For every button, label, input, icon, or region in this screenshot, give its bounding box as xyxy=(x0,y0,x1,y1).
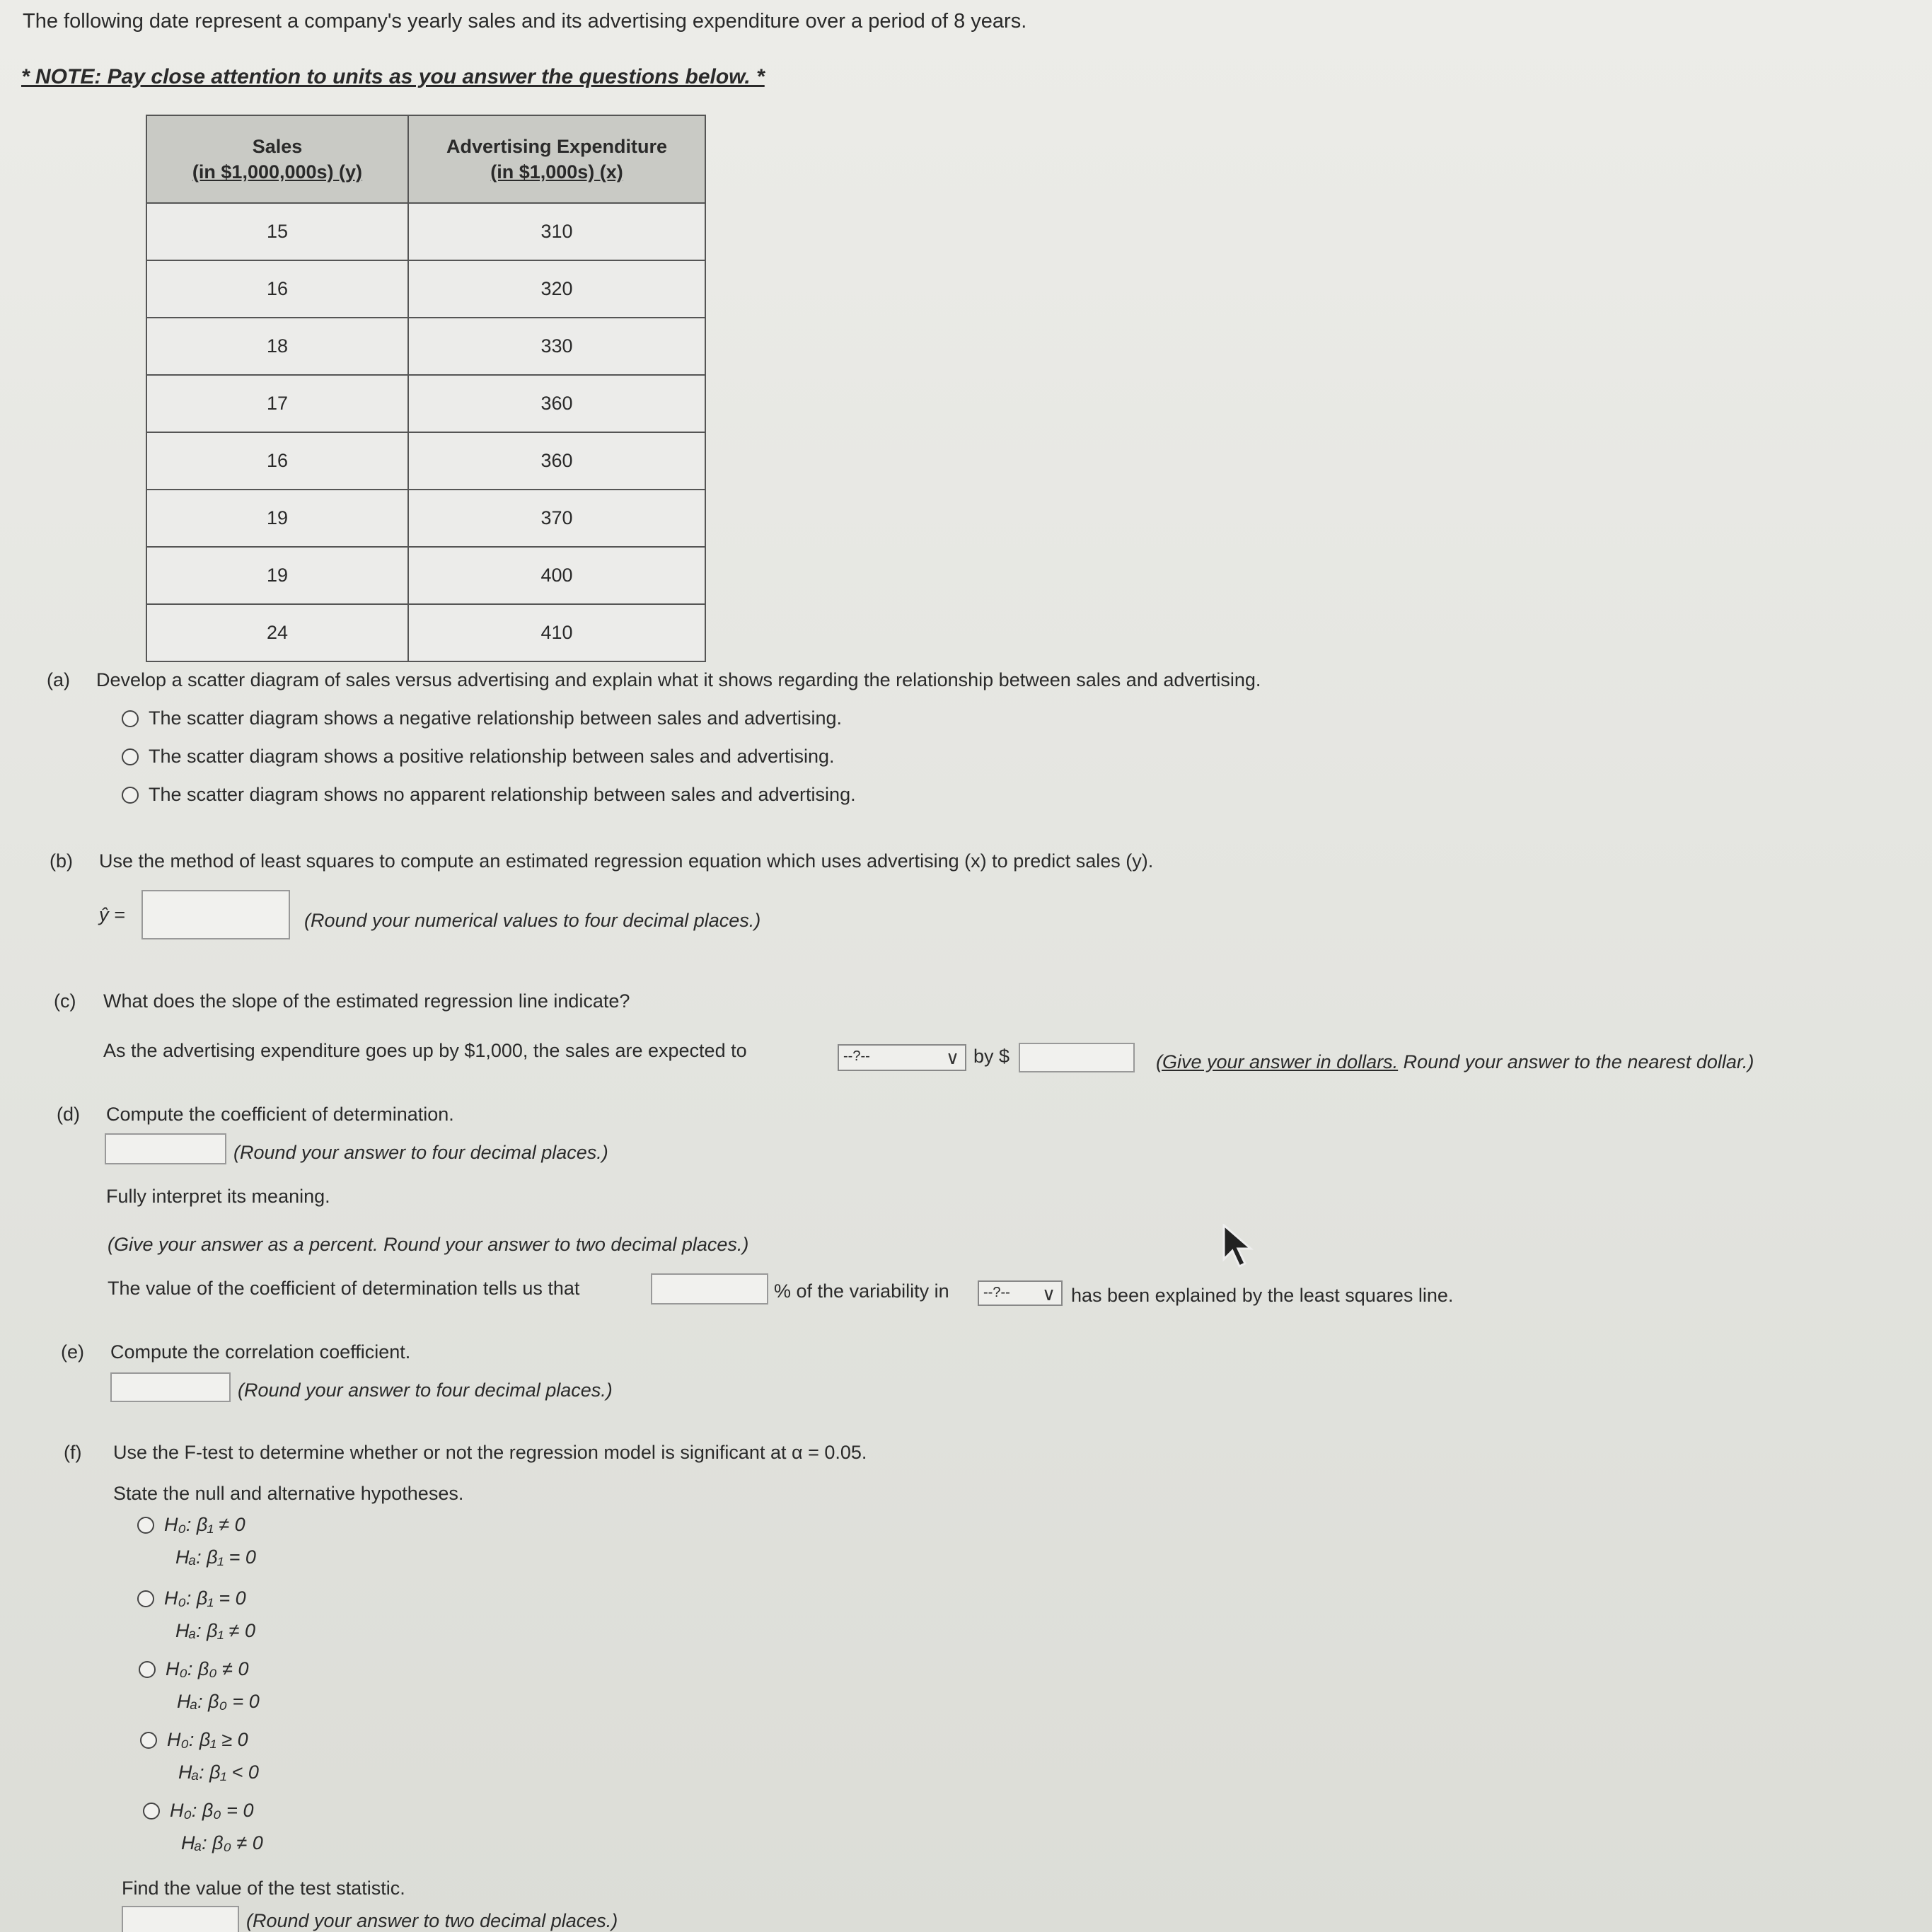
table-row xyxy=(146,203,705,260)
interpret-sentence-mid: % of the variability in xyxy=(774,1280,949,1302)
chevron-down-icon: ∨ xyxy=(945,1047,959,1068)
dollar-amount-input[interactable] xyxy=(1019,1043,1135,1072)
advertising-cell: 360 xyxy=(408,375,705,432)
slope-sentence: As the advertising expenditure goes up by $1,000, the sales are expected to xyxy=(103,1040,747,1061)
sales-cell: 17 xyxy=(146,375,408,432)
question-b: (b) Use the method of least squares to compute an estimated regression equation which uses advertising (x) to predict sales (y). xyxy=(50,850,1154,872)
hypothesis-option-3[interactable]: H₀: β₀ ≠ 0 xyxy=(139,1658,249,1680)
percent-input[interactable] xyxy=(651,1273,768,1305)
radio-button[interactable] xyxy=(143,1803,160,1820)
advertising-cell: 410 xyxy=(408,604,705,661)
direction-select[interactable]: --?-- ∨ xyxy=(838,1044,966,1071)
hypothesis-option-5[interactable]: H₀: β₀ = 0 xyxy=(143,1800,253,1822)
test-statistic-label: Find the value of the test statistic. xyxy=(122,1878,405,1899)
hypothesis-option-1[interactable]: H₀: β₁ ≠ 0 xyxy=(137,1514,245,1536)
question-d: (d) Compute the coefficient of determination. xyxy=(57,1104,454,1125)
table-row xyxy=(146,375,705,432)
hypothesis-alt-1: Hₐ: β₁ = 0 xyxy=(175,1546,256,1568)
radio-button[interactable] xyxy=(122,710,139,727)
sales-cell: 18 xyxy=(146,318,408,375)
sales-cell: 16 xyxy=(146,260,408,318)
chevron-down-icon: ∨ xyxy=(1041,1283,1055,1305)
option-a-negative[interactable]: The scatter diagram shows a negative relationship between sales and advertising. xyxy=(122,707,842,729)
hypothesis-alt-4: Hₐ: β₁ < 0 xyxy=(178,1762,259,1783)
data-table xyxy=(146,115,706,662)
radio-button[interactable] xyxy=(122,748,139,765)
advertising-cell: 400 xyxy=(408,547,705,604)
interpret-sentence-start: The value of the coefficient of determination tells us that xyxy=(108,1278,580,1299)
hint-f: (Round your answer to two decimal places.) xyxy=(246,1910,618,1931)
question-a: (a) Develop a scatter diagram of sales versus advertising and explain what it shows regarding the relationship between sales and advertising. xyxy=(47,669,1261,690)
table-row xyxy=(146,490,705,547)
hint-c: (Give your answer in dollars. Round your answer to the nearest dollar.) xyxy=(1156,1051,1754,1072)
advertising-cell: 310 xyxy=(408,203,705,260)
hint-b: (Round your numerical values to four decimal places.) xyxy=(304,910,761,931)
table-row xyxy=(146,432,705,490)
interpret-sentence-end: has been explained by the least squares line. xyxy=(1071,1285,1454,1306)
question-f: (f) Use the F-test to determine whether or not the regression model is significant at α = 0.05. xyxy=(64,1442,867,1463)
hint-d-percent: (Give your answer as a percent. Round your answer to two decimal places.) xyxy=(108,1234,749,1255)
radio-button[interactable] xyxy=(140,1732,157,1749)
mouse-cursor-icon xyxy=(1222,1224,1255,1269)
table-row xyxy=(146,318,705,375)
question-c: (c) What does the slope of the estimated regression line indicate? xyxy=(54,990,630,1012)
test-statistic-input[interactable] xyxy=(122,1906,239,1932)
yhat-label: ŷ = xyxy=(99,904,125,925)
interpret-label: Fully interpret its meaning. xyxy=(106,1186,330,1207)
radio-button[interactable] xyxy=(137,1590,154,1607)
state-hypotheses-label: State the null and alternative hypotheses. xyxy=(113,1483,464,1504)
sales-cell: 16 xyxy=(146,432,408,490)
question-e: (e) Compute the correlation coefficient. xyxy=(61,1341,411,1363)
variable-select[interactable]: --?-- ∨ xyxy=(978,1280,1063,1306)
hypothesis-alt-3: Hₐ: β₀ = 0 xyxy=(177,1691,260,1712)
advertising-column-header: Advertising Expenditure (in $1,000s) (x) xyxy=(408,115,705,203)
hypothesis-option-2[interactable]: H₀: β₁ = 0 xyxy=(137,1587,246,1609)
hypothesis-option-4[interactable]: H₀: β₁ ≥ 0 xyxy=(140,1729,248,1751)
coefficient-determination-input[interactable] xyxy=(105,1133,226,1164)
advertising-cell: 320 xyxy=(408,260,705,318)
advertising-cell: 360 xyxy=(408,432,705,490)
option-a-none[interactable]: The scatter diagram shows no apparent relationship between sales and advertising. xyxy=(122,784,856,806)
by-dollar-label: by $ xyxy=(973,1046,1010,1067)
hypothesis-alt-5: Hₐ: β₀ ≠ 0 xyxy=(181,1832,263,1853)
hint-d: (Round your answer to four decimal places.) xyxy=(233,1142,608,1163)
advertising-cell: 370 xyxy=(408,490,705,547)
regression-equation-input[interactable] xyxy=(141,890,290,939)
radio-button[interactable] xyxy=(122,787,139,804)
hypothesis-alt-2: Hₐ: β₁ ≠ 0 xyxy=(175,1620,255,1641)
table-row xyxy=(146,260,705,318)
correlation-input[interactable] xyxy=(110,1372,231,1402)
sales-cell: 19 xyxy=(146,490,408,547)
radio-button[interactable] xyxy=(137,1517,154,1534)
table-row xyxy=(146,547,705,604)
option-a-positive[interactable]: The scatter diagram shows a positive relationship between sales and advertising. xyxy=(122,746,835,768)
table-row xyxy=(146,604,705,661)
sales-cell: 24 xyxy=(146,604,408,661)
units-note: * NOTE: Pay close attention to units as you answer the questions below. * xyxy=(21,65,765,88)
sales-column-header: Sales (in $1,000,000s) (y) xyxy=(146,115,408,203)
sales-cell: 15 xyxy=(146,203,408,260)
intro-text: The following date represent a company's yearly sales and its advertising expenditure over a period of 8 years. xyxy=(23,10,1027,33)
radio-button[interactable] xyxy=(139,1661,156,1678)
sales-cell: 19 xyxy=(146,547,408,604)
advertising-cell: 330 xyxy=(408,318,705,375)
hint-e: (Round your answer to four decimal places.) xyxy=(238,1379,613,1401)
